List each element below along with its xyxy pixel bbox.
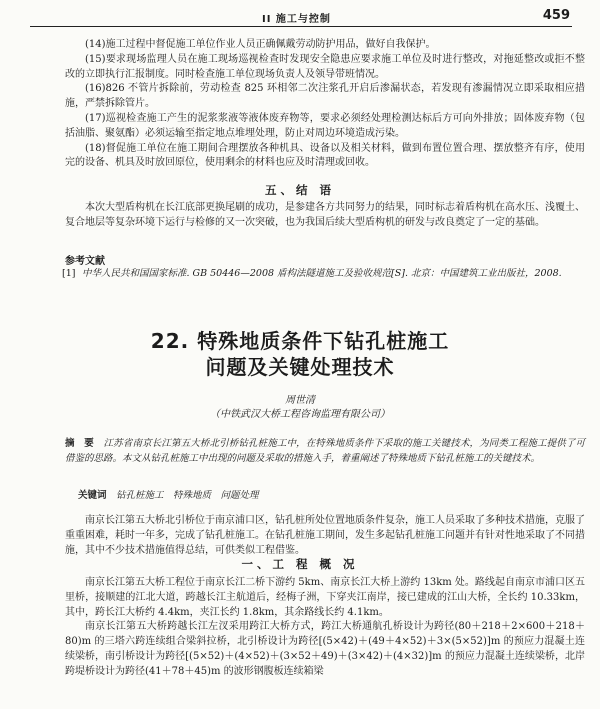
conclusion-body (65, 201, 585, 231)
abstract (65, 436, 585, 466)
conclusion-heading: 五、结 语 (264, 183, 335, 197)
page-number: 459 (542, 8, 570, 23)
reference-number: [1] (62, 268, 76, 279)
article-title-line2: 问题及关键处理技术 (205, 355, 395, 379)
section1-paragraph: 南京长江第五大桥跨越长江左汊采用跨江大桥方式，跨江大桥通航孔桥设计为跨径(80＋218＋2×600＋218＋80)m 的三塔六跨连续组合梁斜拉桥，北引桥设计为跨径[(5×42)＋(49＋4×52)＋3×(5×52)]m 的预应力混凝土连续梁桥，南引桥设计为跨径[(5×52)＋(4×52)＋(3×52＋49)＋(3×42)＋(4×32)]m 的预应力混凝土连续梁桥，北岸跨堤桥设计为跨径(41＋78＋45)m 的波形钢腹板连续箱梁 (65, 621, 585, 677)
section1-body (65, 576, 585, 680)
keywords (78, 487, 578, 501)
reference-text: 中华人民共和国国家标准. GB 50446—2008 盾构法隧道施工及验收规范[S]. 北京：中国建筑工业出版社，2008. (82, 268, 562, 279)
intro-paragraph: 南京长江第五大桥北引桥位于南京浦口区，钻孔桩所处位置地质条件复杂，施工人员采取了多种技术措施，克服了重重困难，耗时一年多，完成了钻孔桩施工。在钻孔桩施工期间，发生多起钻孔桩施工问题并有针对性地采取了不同措施，其中不少技术措施值得总结，可供类似工程借鉴。 (65, 515, 585, 556)
references-label: 参考文献 (65, 256, 105, 267)
abstract-label: 摘 要 (65, 438, 94, 449)
article-title-line1: 22. 特殊地质条件下钻孔桩施工 (150, 329, 450, 353)
intro-body (65, 514, 585, 558)
author-name: 周世清 (285, 395, 315, 406)
list-item: (18)督促施工单位在施工期间合理摆放各种机具、设备以及相关材料，做到布置位置合理、摆放整齐有序，使用完的设备、机具及时放回原位，使用剩余的材料也应及时清理或回收。 (65, 142, 585, 169)
section1-paragraph: 南京长江第五大桥工程位于南京长江二桥下游约 5km、南京长江大桥上游约 13km 处。路线起自南京市浦口区五里桥，接顺建的江北大道，跨越长江主航道后，经梅子洲，下穿夹江南岸，接已建成的江山大桥，全长约 10.33km，其中，跨长江大桥约 4.4km，夹江长约 1.8km，其余路线长约 4.1km。 (65, 577, 585, 618)
top-items-list (65, 38, 585, 171)
list-item: (15)要求现场监理人员在施工现场巡视检查时发现安全隐患应要求施工单位及时进行整改，对拖延整改或拒不整改的立即执行汇报制度。同时检查施工单位现场负责人及领导带班情况。 (65, 53, 585, 80)
section1-heading: 一、工 程 概 况 (241, 557, 359, 571)
running-header (30, 8, 572, 27)
keywords-text: 钻孔桩施工 特殊地质 问题处理 (116, 490, 259, 501)
list-item: (17)巡视检查施工产生的泥浆浆液等液体废弃物等，要求必须经处理检测达标后方可向外排放；固体废弃物（包括油脂、聚氨酯）必须运输至指定地点堆埋处理，防止对周边环境造成污染。 (65, 112, 585, 139)
list-item: (16)826 不管片拆除前，劳动检查 825 环相邻二次注浆孔开启后渗漏状态，若发现有渗漏情况立即采取相应措施，严禁拆除管片。 (65, 83, 585, 110)
keywords-label: 关键词 (78, 490, 107, 501)
header-section-title: II 施工与控制 (262, 14, 331, 25)
list-item: (14)施工过程中督促施工单位作业人员正确佩戴劳动防护用品，做好自我保护。 (85, 39, 436, 50)
reference-item (62, 267, 582, 281)
abstract-text: 江苏省南京长江第五大桥北引桥钻孔桩施工中，在特殊地质条件下采取的施工关键技术，为同类工程施工提供了可借鉴的思路。本文从钻孔桩施工中出现的问题及采取的措施入手，着重阐述了特殊地质下钻孔桩施工的关键技术。 (65, 438, 585, 464)
author-affiliation: （中铁武汉大桥工程咨询监理有限公司） (210, 409, 390, 420)
conclusion-paragraph: 本次大型盾构机在长江底部更换尾刷的成功，是参建各方共同努力的结果，同时标志着盾构机在高水压、浅覆土、复合地层等复杂环境下运行与检修的又一次突破，也为我国后续大型盾构机的研发与改良奠定了一定的基础。 (65, 202, 585, 228)
